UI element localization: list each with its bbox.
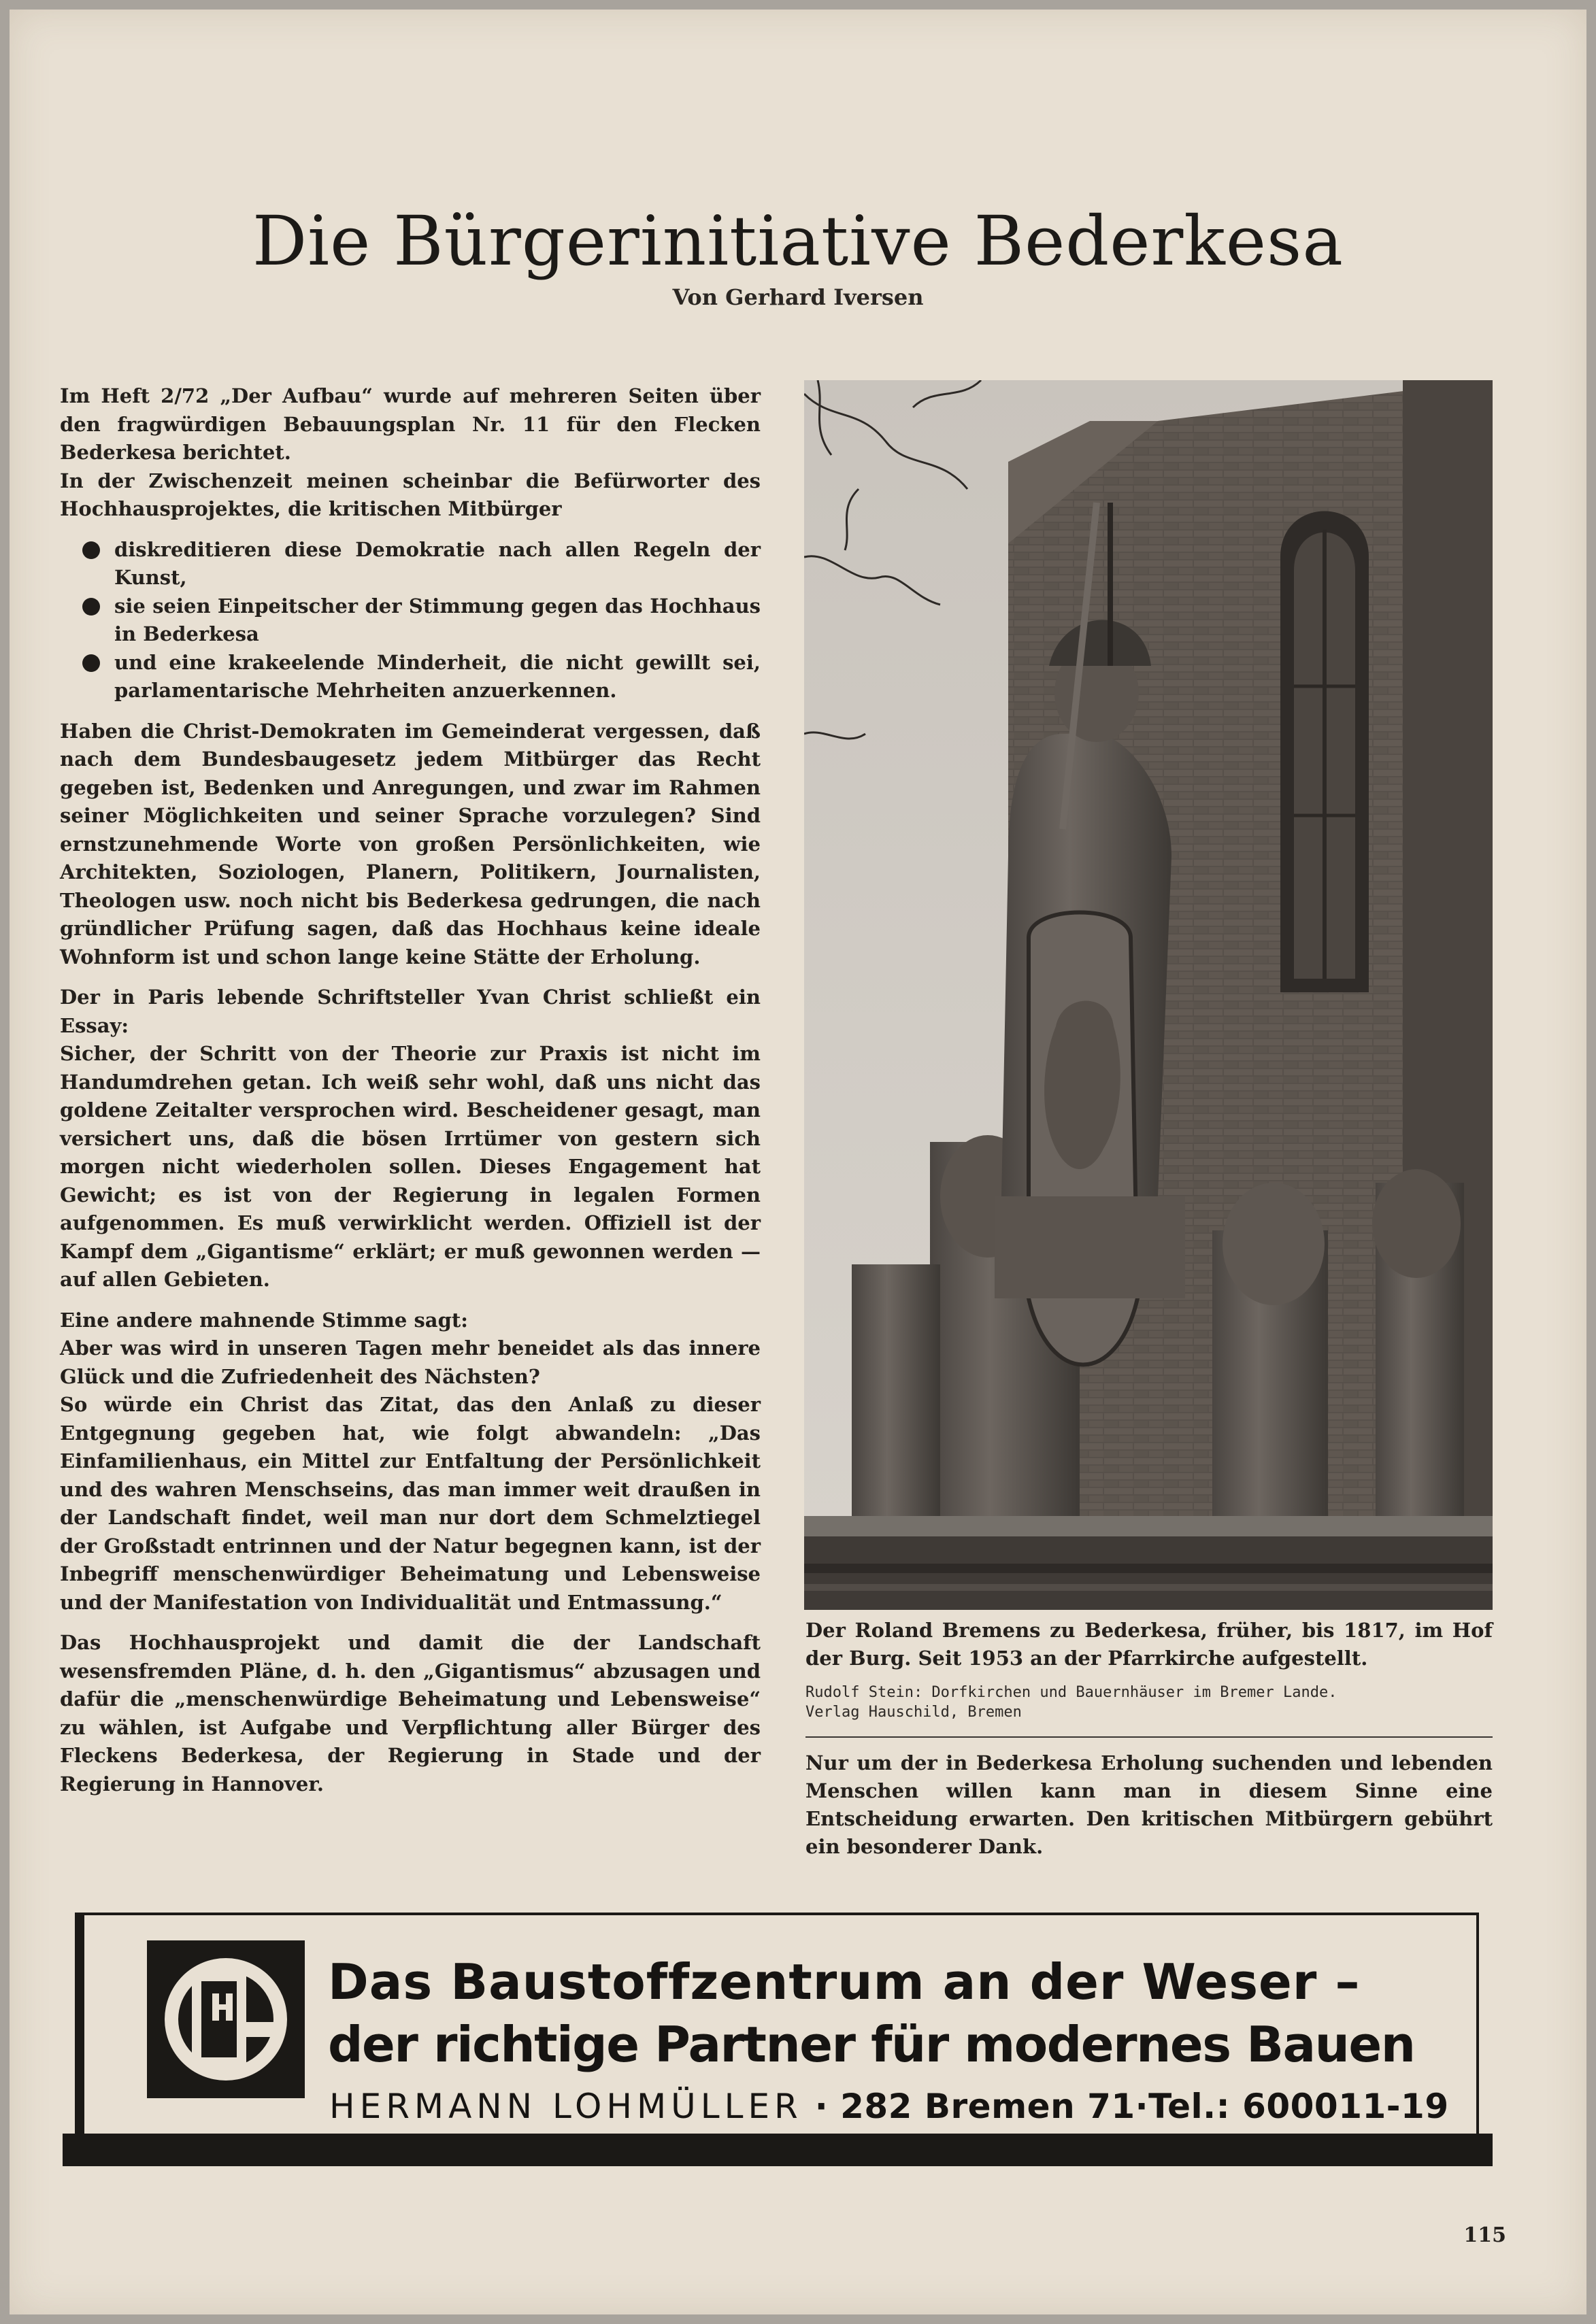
photo-credit: [805, 1683, 1493, 1722]
page-number: 115: [1463, 2223, 1506, 2247]
logo-graphic: [147, 1940, 305, 2098]
body-paragraph: So würde ein Christ das Zitat, das den Anlaß zu dieser Entgegnung gegeben hat, wie folgt abwandeln: „Das Einfamilienhaus, ein Mittel zur Entfaltung der Persönlichkeit und des wahren Menschseins, das man immer weit draußen in der Landschaft findet, weil man nur dort dem Schmelztiegel der Großstadt entrinnen und der Natur begegnen kann, ist der Inbegriff menschenwürdiger Beheimatung und Lebensweise und der Manifestation von Individualität und Entmassung.“: [60, 1393, 761, 1614]
bullet-item: diskreditieren diese Demokratie nach allen Regeln der Kunst,: [60, 536, 761, 592]
advertisement-contact: [329, 2087, 1486, 2126]
photo-credit-line-2: Verlag Hauschild, Bremen: [805, 1704, 1022, 1721]
roland-statue-photo: [804, 380, 1493, 1610]
advertisement: [63, 1913, 1493, 2171]
article-title: Die Bürgerinitiative Bederkesa: [252, 201, 1344, 281]
intro-paragraph-1: Im Heft 2/72 „Der Aufbau“ wurde auf mehreren Seiten über den fragwürdigen Bebauungsplan Nr. 11 für den Flecken Bederkesa berichtet.: [60, 384, 761, 464]
body-paragraph: Eine andere mahnende Stimme sagt:: [60, 1308, 468, 1332]
closing-paragraph: Nur um der in Bederkesa Erholung suchenden und lebenden Menschen willen kann man in diesem Sinne eine Entscheidung erwarten. Den kritischen Mitbürgern gebührt ein besonderer Dank.: [805, 1751, 1493, 1858]
article-byline: Von Gerhard Iversen: [672, 284, 924, 310]
bullet-list: [60, 536, 761, 705]
bullet-dot-icon: [82, 598, 100, 616]
caption-divider: [805, 1736, 1493, 1738]
photo-caption: Der Roland Bremens zu Bederkesa, früher, bis 1817, im Hof der Burg. Seit 1953 an der Pfarrkirche aufgestellt.: [805, 1619, 1493, 1670]
lohmueller-logo-icon: [147, 1940, 305, 2098]
bullet-dot-icon: [82, 654, 100, 672]
body-paragraph: Haben die Christ-Demokraten im Gemeinderat vergessen, daß nach dem Bundesbaugesetz jedem Mitbürger das Recht gegeben ist, Bedenken und Anregungen, und zwar im Rahmen seiner Möglichkeiten und seiner Sprache vorzulegen? Sind ernstzunehmende Worte von großen Persönlichkeiten, wie Architekten, Soziologen, Planern, Politikern, Journalisten, Theologen usw. noch nicht bis Bederkesa gedrungen, die nach gründlicher Prüfung sagen, daß das Hochhaus keine ideale Wohnform ist und schon lange keine Stätte der Erholung.: [60, 719, 761, 969]
advertisement-headline: Das Baustoffzentrum an der Weser –: [328, 1953, 1361, 2010]
advertisement-company: HERMANN LOHMÜLLER: [329, 2087, 803, 2126]
quote-paragraph: Aber was wird in unseren Tagen mehr beneidet als das innere Glück und die Zufriedenheit des Nächsten?: [60, 1336, 761, 1388]
bullet-item: sie seien Einpeitscher der Stimmung gegen das Hochhaus in Bederkesa: [60, 592, 761, 649]
advertisement-bottom-bar: [63, 2134, 1493, 2166]
advertisement-address: · 282 Bremen 71·Tel.: 600011-19: [802, 2087, 1449, 2126]
intro-paragraph-2: In der Zwischenzeit meinen scheinbar die Befürworter des Hochhausprojektes, die kritischen Mitbürger: [60, 469, 761, 520]
article-body-left-column: [60, 382, 761, 1811]
bullet-item: und eine krakeelende Minderheit, die nicht gewillt sei, parlamentarische Mehrheiten anzuerkennen.: [60, 649, 761, 705]
bullet-dot-icon: [82, 541, 100, 559]
body-paragraph: Das Hochhausprojekt und damit die der Landschaft wesensfremden Pläne, d. h. den „Gigantismus“ abzusagen und dafür die „menschenwürdige Beheimatung und Lebensweise“ zu wählen, ist Aufgabe und Verpflichtung aller Bürger des Fleckens Bederkesa, der Regierung in Stade und der Regierung in Hannover.: [60, 1631, 761, 1796]
magazine-page: [10, 10, 1586, 2314]
quote-paragraph: Sicher, der Schritt von der Theorie zur Praxis ist nicht im Handumdrehen getan. Ich weiß sehr wohl, daß uns nicht das goldene Zeitalter versprochen wird. Bescheidener gesagt, man versichert uns, daß die bösen Irrtümer von gestern sich morgen nicht wiederholen sollen. Dieses Engagement hat Gewicht; es ist von der Regierung in legalen Formen aufgenommen. Es muß verwirklicht werden. Offiziell ist der Kampf dem „Gigantisme“ erklärt; er muß gewonnen werden — auf allen Gebieten.: [60, 1042, 761, 1291]
body-paragraph: Der in Paris lebende Schriftsteller Yvan Christ schließt ein Essay:: [60, 986, 761, 1037]
photo-illustration: [804, 380, 1493, 1610]
advertisement-subheadline: der richtige Partner für modernes Bauen: [328, 2016, 1415, 2073]
photo-credit-line-1: Rudolf Stein: Dorfkirchen und Bauernhäuser im Bremer Lande.: [805, 1684, 1337, 1701]
